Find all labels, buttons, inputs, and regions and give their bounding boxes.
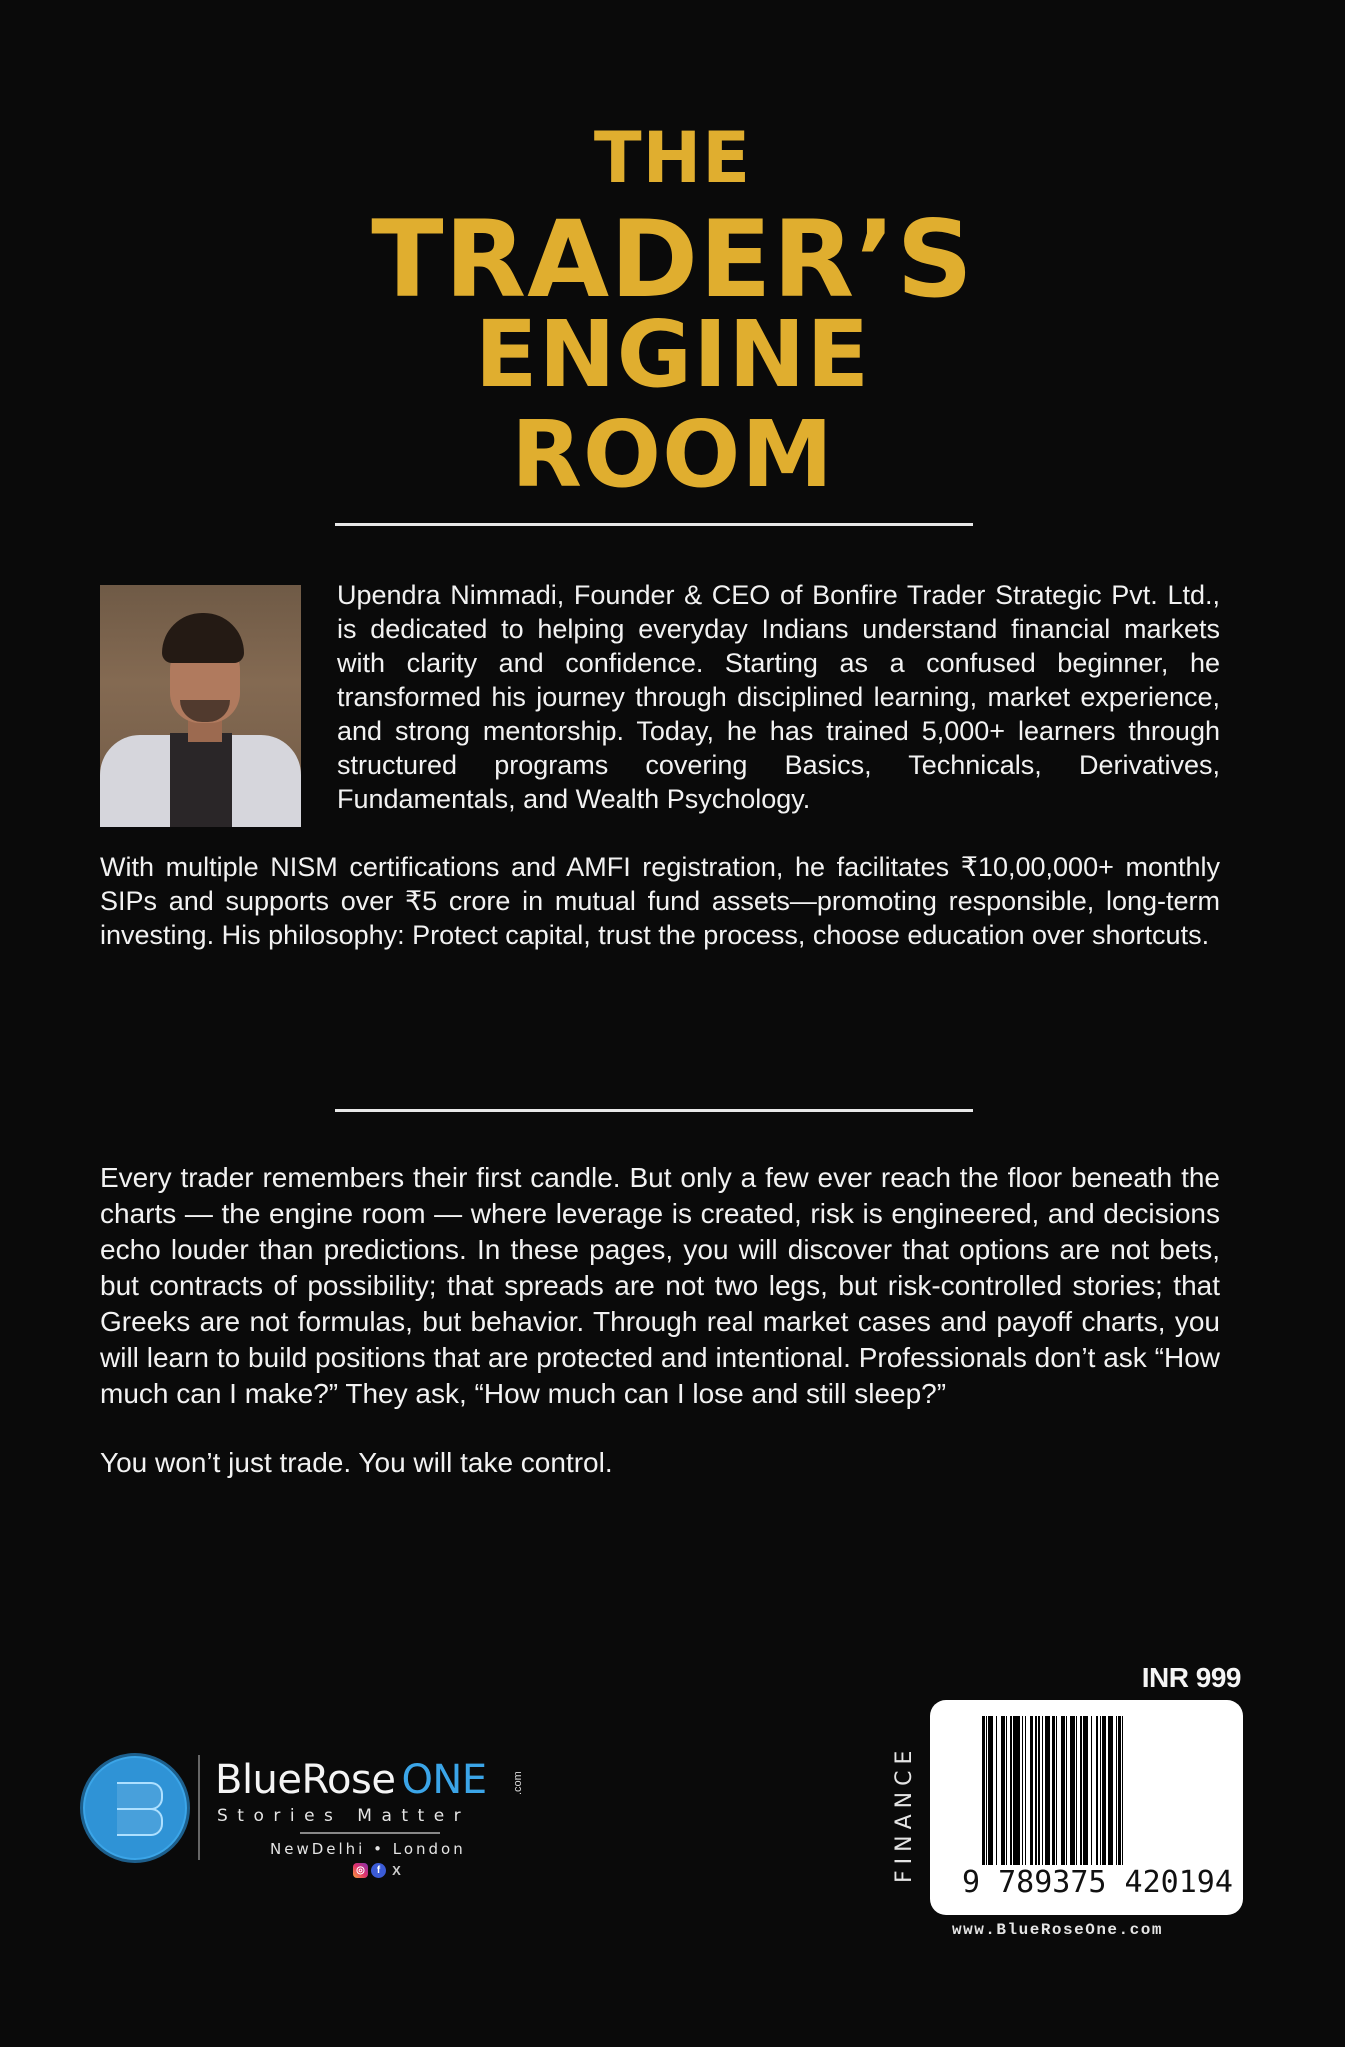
- publisher-logo-icon: [80, 1753, 190, 1863]
- barcode-bars: [982, 1716, 1210, 1886]
- social-icons: [353, 1862, 404, 1878]
- title-line-1: THE: [593, 117, 752, 199]
- publisher-domain-suffix: .com: [512, 1771, 524, 1795]
- tagline-underline: [300, 1832, 440, 1834]
- title-line-3: ENGINE: [474, 301, 871, 408]
- book-blurb: Every trader remembers their first candle. But only a few ever reach the floor beneath the charts — the engine room — where leverage is created, risk is engineered, and decisions echo louder than predictions. In these pages, you will discover that options are not bets, but contracts of possibility; that spreads are not two legs, but risk-controlled stories; that Greeks are not formulas, but behavior. Through real market cases and payoff charts, you will learn to build positions that are protected and intentional. Professionals don’t ask “How much can I make?” They ask, “How much can I lose and still sleep?”: [100, 1162, 1220, 1409]
- blurb-closing-line: You won’t just trade. You will take control.: [100, 1447, 613, 1478]
- price-label: INR 999: [1141, 1662, 1241, 1693]
- instagram-icon: ◎: [353, 1863, 368, 1878]
- logo-separator: [198, 1755, 200, 1860]
- publisher-name-accent: ONE: [401, 1757, 487, 1803]
- author-bio-paragraph-2: With multiple NISM certifications and AMFI registration, he facilitates ₹10,00,000+ monthly SIPs and supports over ₹5 crore in mutual fund assets—promoting responsible, long-term investing. His philosophy: Protect capital, trust the process, choose education over shortcuts.: [100, 852, 1220, 950]
- publisher-cities: NewDelhi • London: [270, 1840, 466, 1858]
- publisher-name-main: BlueRose: [215, 1757, 396, 1803]
- middle-divider: [335, 1109, 973, 1112]
- publisher-tagline: Stories Matter: [217, 1806, 471, 1826]
- title-line-2: TRADER’S: [371, 198, 974, 321]
- top-divider: [335, 523, 973, 526]
- publisher-website: www.BlueRoseOne.com: [952, 1921, 1163, 1939]
- isbn-number: 9 789375 420194: [962, 1865, 1233, 1900]
- genre-label: FINANCE: [892, 1744, 917, 1883]
- author-bio-paragraph-1: Upendra Nimmadi, Founder & CEO of Bonfire Trader Strategic Pvt. Ltd., is dedicated to helping everyday Indians understand financial markets with clarity and confidence. Starting as a confused beginner, he transformed his journey through disciplined learning, market experience, and strong mentorship. Today, he has trained 5,000+ learners through structured programs covering Basics, Technicals, Derivatives, Fundamentals, and Wealth Psychology.: [337, 580, 1220, 814]
- isbn-barcode: [930, 1700, 1243, 1915]
- x-icon: X: [392, 1862, 401, 1878]
- letter-b-icon: [117, 1780, 163, 1836]
- publisher-name: [215, 1758, 487, 1802]
- author-photo: [100, 585, 301, 827]
- title-line-4: ROOM: [511, 401, 834, 508]
- facebook-icon: f: [371, 1863, 386, 1878]
